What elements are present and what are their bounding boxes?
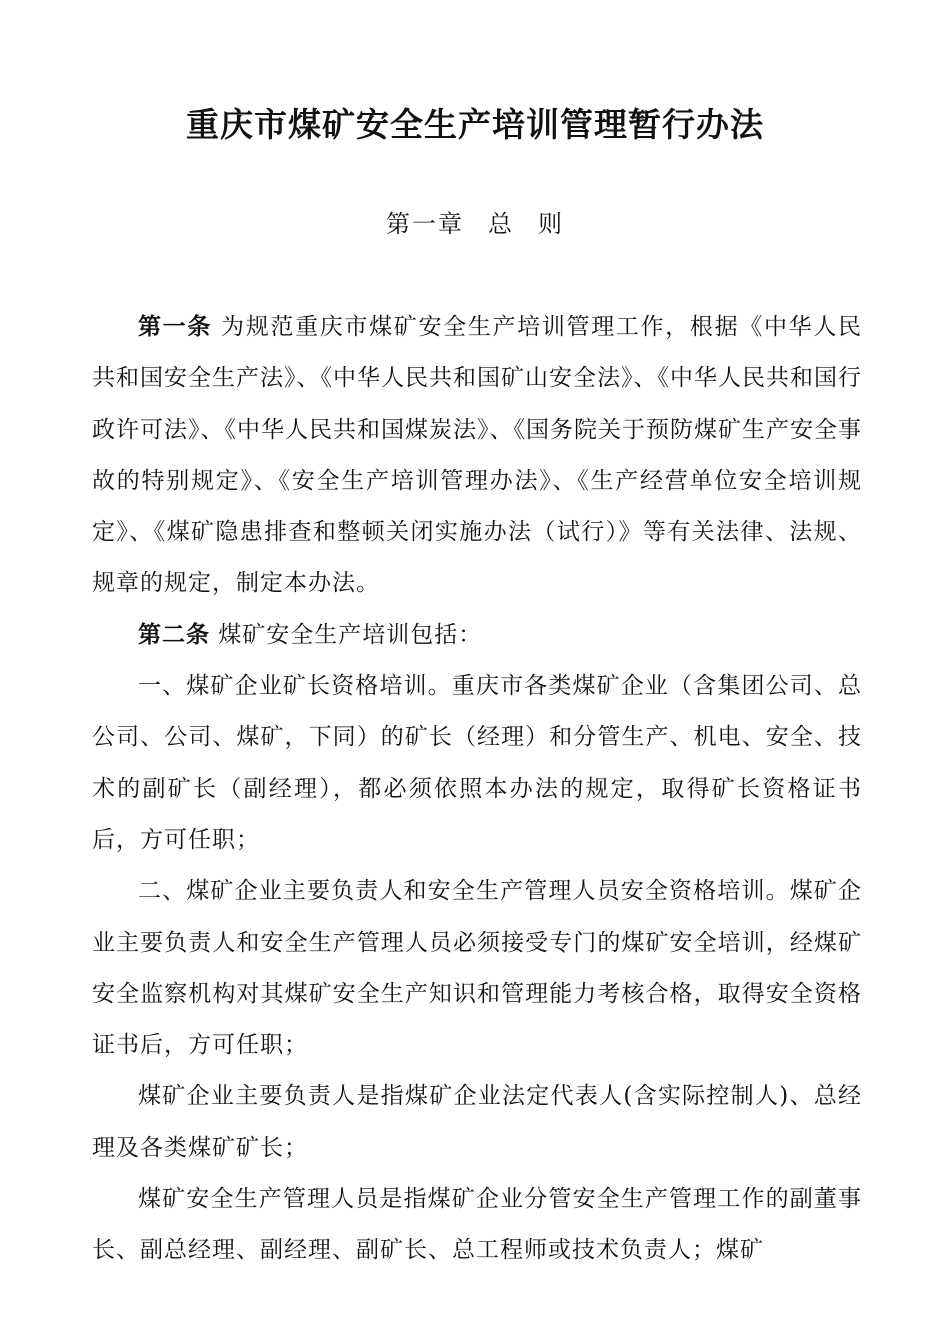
paragraph-text: 为规范重庆市煤矿安全生产培训管理工作，根据《中华人民共和国安全生产法》、《中华人民共和国矿山安全法》、《中华人民共和国行政许可法》、《中华人民共和国煤炭法》、《国务院关于预防煤矿生产安全事故的特别规定》、《安全生产培训管理办法》、《生产经营单位安全培训规定》、《煤矿隐患排查和整顿关闭实施办法（试行）》等有关法律、法规、规章的规定，制定本办法。 [92,314,863,597]
paragraph [92,661,862,866]
paragraph [92,302,862,610]
article-label: 第二条 [138,621,210,648]
article-label: 第一条 [138,314,213,340]
chapter-name-part-1: 总 [488,210,514,238]
chapter-name-part-2: 则 [538,210,564,238]
paragraph-text: 煤矿安全生产培训包括： [210,621,483,648]
paragraph [92,1174,862,1277]
paragraph-text: 煤矿安全生产管理人员是指煤矿企业分管安全生产管理工作的副董事长、副总经理、副经理、副矿长、总工程师或技术负责人；煤矿 [92,1186,862,1264]
paragraph-text: 煤矿企业主要负责人是指煤矿企业法定代表人(含实际控制人)、总经理及各类煤矿矿长； [92,1083,862,1161]
chapter-number: 第一章 [386,210,464,238]
paragraph-text: 二、煤矿企业主要负责人和安全生产管理人员安全资格培训。煤矿企业主要负责人和安全生产管理人员必须接受专门的煤矿安全培训，经煤矿安全监察机构对其煤矿安全生产知识和管理能力考核合格，取得安全资格证书后，方可任职； [92,878,862,1059]
document-title: 重庆市煤矿安全生产培训管理暂行办法 [186,105,764,144]
paragraph [92,866,862,1071]
paragraph-text: 一、煤矿企业矿长资格培训。重庆市各类煤矿企业（含集团公司、总公司、公司、煤矿，下同）的矿长（经理）和分管生产、机电、安全、技术的副矿长（副经理），都必须依照本办法的规定，取得矿长资格证书后，方可任职； [92,673,862,853]
paragraph [92,1071,862,1174]
chapter-heading [0,204,950,244]
document-body [92,302,862,1277]
paragraph [92,610,862,661]
